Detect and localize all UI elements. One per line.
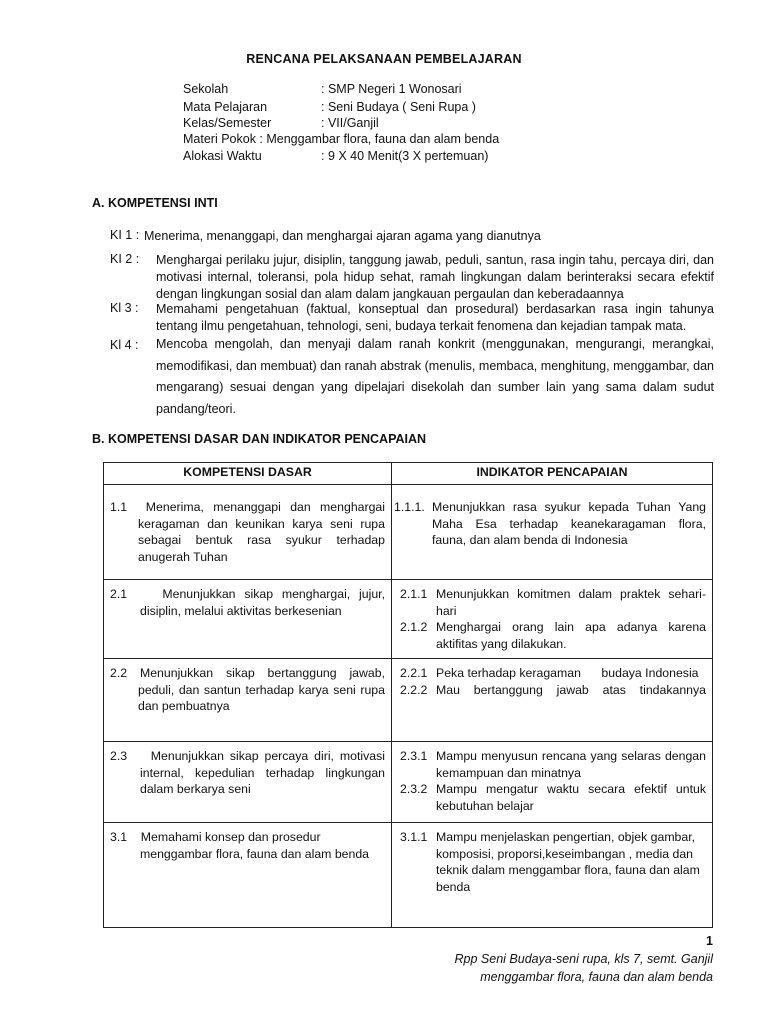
- indicator-item: [400, 665, 706, 682]
- kd-cell: [104, 742, 392, 823]
- indicator-cell: [392, 823, 713, 928]
- identity-label: Sekolah: [183, 82, 229, 96]
- table-row: [104, 485, 713, 580]
- table-row: [104, 742, 713, 823]
- table-row: [104, 823, 713, 928]
- indicator-text: Mampu menjelaskan pengertian, objek gambar, komposisi, proporsi,keseimbangan , media dan teknik dalam menggambar flora, fauna dan alam benda: [436, 830, 700, 894]
- indicator-text: Menunjukkan rasa syukur kepada Tuhan Yang Maha Esa terhadap keanekaragaman flora, fauna, dan alam benda di Indonesia: [432, 500, 706, 548]
- indicator-text: Mampu mengatur waktu secara efektif untuk kebutuhan belajar: [436, 782, 706, 813]
- ki1-label: KI 1 :: [110, 228, 140, 242]
- identity-value: : VII/Ganjil: [321, 116, 379, 130]
- indicator-number: 3.1.1: [400, 830, 428, 844]
- identity-label: Kelas/Semester: [183, 116, 272, 130]
- ki3-label: Kl 3 :: [110, 301, 139, 315]
- col-indikator-pencapaian: INDIKATOR PENCAPAIAN: [392, 463, 713, 485]
- indicator-item: [400, 682, 706, 699]
- footer-line-2: menggambar flora, fauna dan alam benda: [480, 970, 713, 984]
- indicator-number: 2.2.2: [400, 682, 428, 697]
- identity-mapel: [183, 100, 476, 114]
- ki1-text: Menerima, menanggapi, dan menghargai ajaran agama yang dianutnya: [144, 229, 541, 243]
- kd-text: Menunjukkan sikap percaya diri, motivasi internal, kepedulian terhadap lingkungan dalam berkarya seni: [140, 749, 385, 797]
- indicator-item: [400, 781, 706, 814]
- col-kompetensi-dasar: KOMPETENSI DASAR: [104, 463, 392, 485]
- indicator-text: Menunjukkan komitmen dalam praktek sehari-hari: [436, 587, 706, 618]
- indicator-item: [400, 829, 706, 895]
- indicator-number: 2.1.1: [400, 587, 428, 601]
- page-footer: [455, 950, 713, 986]
- document-title: RENCANA PELAKSANAAN PEMBELAJARAN: [246, 52, 522, 66]
- indicator-cell: [392, 659, 713, 742]
- kd-cell: [104, 823, 392, 928]
- ki3-text: Memahami pengetahuan (faktual, konseptual dan prosedural) berdasarkan rasa ingin tahunya tentang ilmu pengetahuan, tehnologi, seni, budaya terkait fenomena dan kejadian tampak mata.: [156, 302, 714, 333]
- kd-item: [110, 665, 385, 715]
- kd-number: 3.1: [110, 830, 128, 844]
- indicator-item: [400, 586, 706, 619]
- identity-value: : 9 X 40 Menit(3 X pertemuan): [321, 149, 489, 163]
- ki2-text: Menghargai perilaku jujur, disiplin, tanggung jawab, peduli, santun, rasa ingin tahu, percaya diri, dan motivasi internal, toleransi, pola hidup sehat, ramah lingkungan dalam berinteraksi secara efektif dengan lingkungan sosial dan alam dalam jangkauan pergaulan dan keberadaannya: [156, 253, 714, 301]
- table-header-row: [104, 463, 713, 485]
- identity-label: Alokasi Waktu: [183, 149, 262, 163]
- kd-item: [110, 499, 385, 565]
- footer-line-1: Rpp Seni Budaya-seni rupa, kls 7, semt. Ganjil: [454, 952, 713, 966]
- kd-text: Menunjukkan sikap menghargai, jujur, disiplin, melalui aktivitas berkesenian: [140, 587, 386, 618]
- kd-number: 2.2: [110, 666, 128, 680]
- identity-label: Mata Pelajaran: [183, 100, 268, 114]
- table-row: [104, 659, 713, 742]
- section-a-heading: A. KOMPETENSI INTI: [92, 196, 218, 210]
- indicator-item: [400, 748, 706, 781]
- indicator-cell: [392, 580, 713, 659]
- kd-cell: [104, 580, 392, 659]
- identity-materi: Materi Pokok : Menggambar flora, fauna dan alam benda: [183, 132, 500, 146]
- indicator-item: [400, 619, 706, 652]
- indicator-number: 2.2.1: [400, 666, 428, 680]
- indicator-number: 1.1.1.: [394, 500, 425, 514]
- indicator-text: Peka terhadap keragaman budaya Indonesia: [436, 666, 699, 680]
- indicator-cell: [392, 742, 713, 823]
- page-number: 1: [706, 934, 713, 948]
- kd-item: [110, 586, 385, 619]
- indicator-cell: [392, 485, 713, 580]
- kd-cell: [104, 485, 392, 580]
- identity-value: : SMP Negeri 1 Wonosari: [321, 82, 462, 96]
- indicator-item: [394, 499, 706, 549]
- kd-item: [110, 829, 370, 862]
- indicator-text: Mau bertanggung jawab atas tindakannya: [436, 682, 706, 697]
- kd-cell: [104, 659, 392, 742]
- kd-number: 2.3: [110, 749, 128, 763]
- ki4-label: Kl 4 :: [110, 338, 139, 352]
- identity-value: : Seni Budaya ( Seni Rupa ): [321, 100, 476, 114]
- kd-text: Menerima, menanggapi dan menghargai keragaman dan keunikan karya seni rupa sebagai bentuk rasa syukur terhadap anugerah Tuhan: [138, 500, 386, 564]
- identity-sekolah: [183, 82, 462, 96]
- kd-text: Menunjukkan sikap bertanggung jawab, peduli, dan santun terhadap karya seni rupa dan pembuatnya: [138, 666, 385, 714]
- table-row: [104, 580, 713, 659]
- section-b-heading: B. KOMPETENSI DASAR DAN INDIKATOR PENCAPAIAN: [92, 432, 427, 446]
- indicator-text: Mampu menyusun rencana yang selaras dengan kemampuan dan minatnya: [436, 749, 706, 780]
- ki2-label: KI 2 :: [110, 252, 140, 266]
- indicator-number: 2.3.1: [400, 749, 428, 763]
- ki4-text: Mencoba mengolah, dan menyaji dalam ranah konkrit (menggunakan, mengurangi, merangkai, memodifikasi, dan membuat) dan ranah abstrak (menulis, membaca, menghitung, menggambar, dan mengarang) sesuai dengan yang dipelajari disekolah dan sumber lain yang sama dalam sudut pandang/teori.: [156, 337, 714, 416]
- kd-number: 2.1: [110, 587, 128, 601]
- indicator-number: 2.1.2: [400, 620, 428, 635]
- identity-alokasi: [183, 149, 488, 163]
- kd-text: Memahami konsep dan prosedur menggambar flora, fauna dan alam benda: [140, 830, 370, 861]
- kd-table: [103, 462, 713, 928]
- identity-kelas: [183, 116, 379, 130]
- kd-number: 1.1: [110, 500, 128, 514]
- kd-item: [110, 748, 385, 798]
- indicator-text: Menghargai orang lain apa adanya karena aktifitas yang dilakukan.: [436, 620, 706, 651]
- indicator-number: 2.3.2: [400, 782, 428, 797]
